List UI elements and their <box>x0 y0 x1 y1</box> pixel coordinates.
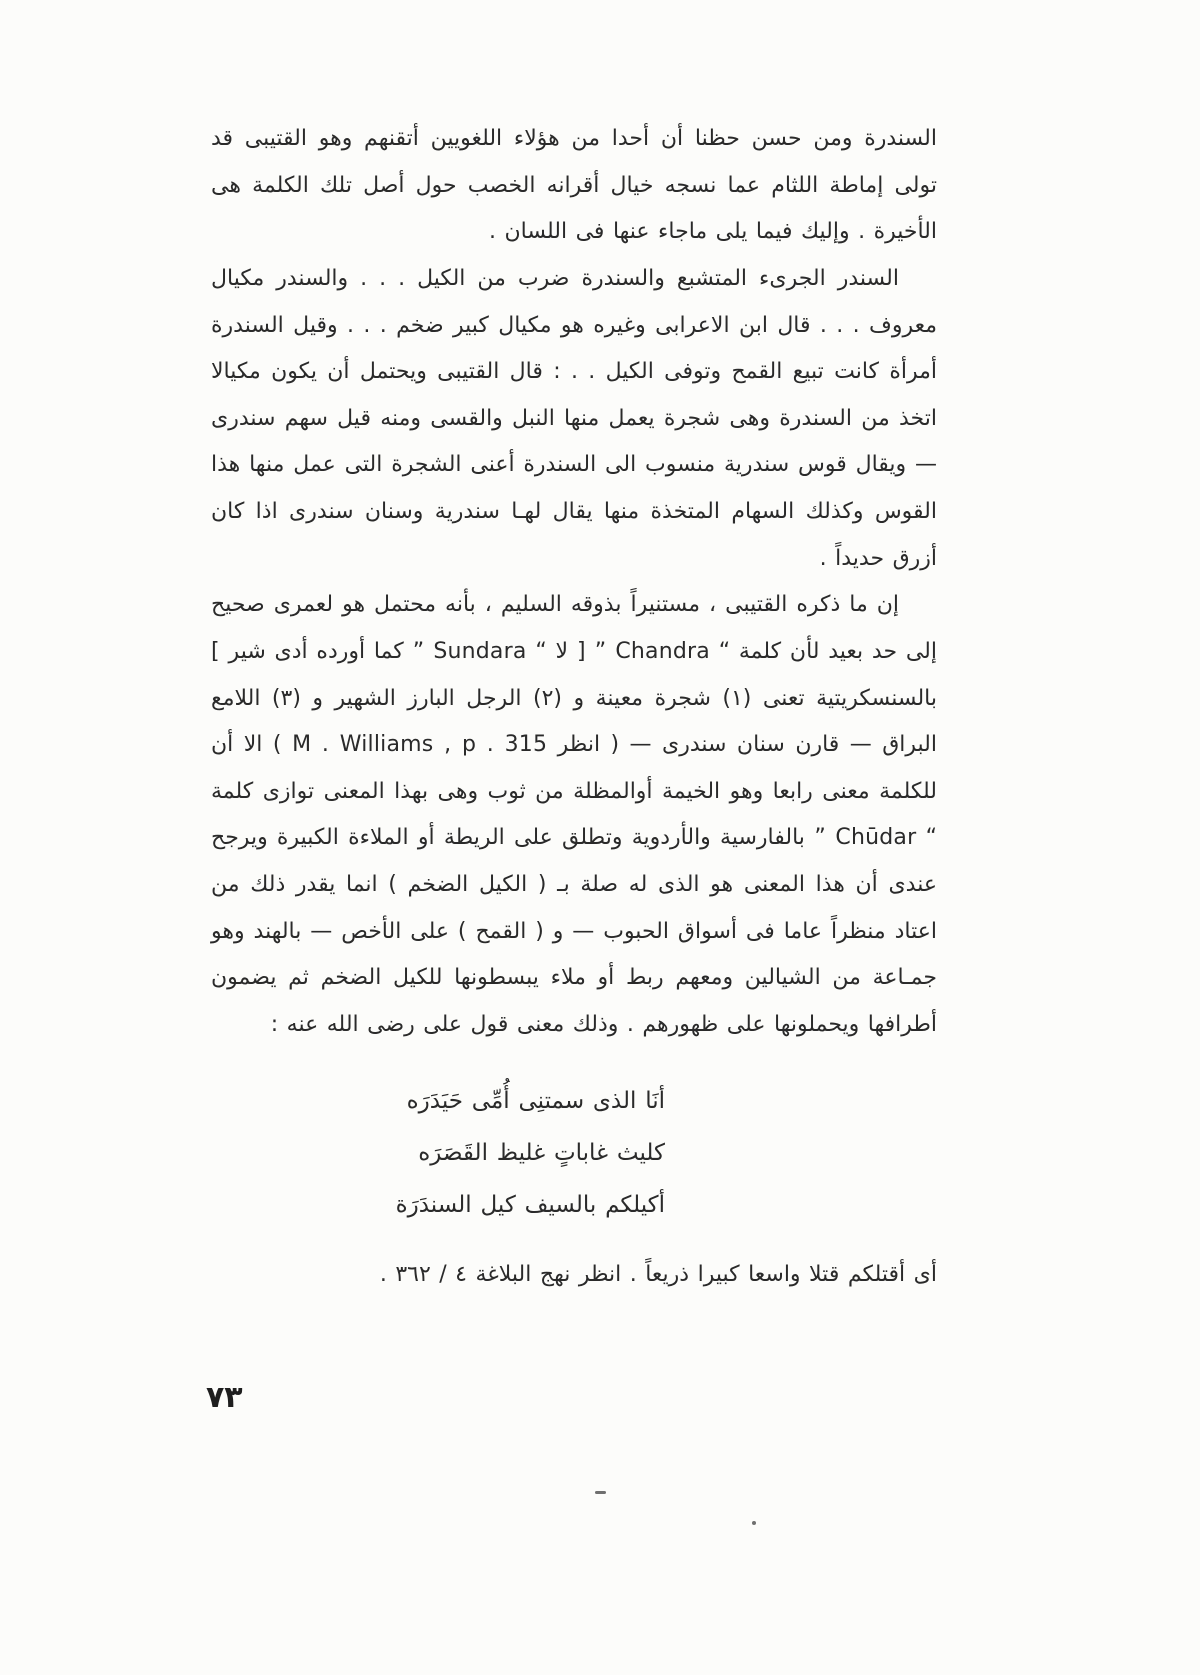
poem-line: كليث غاباتٍ غليظ القَصَرَه <box>418 1139 665 1166</box>
poem-line: أنَا الذى سمتنِى أُمِّى حَيَدَرَه <box>406 1087 665 1114</box>
page-number: ٧٣ <box>206 1380 243 1415</box>
paragraph-discussion: إن ما ذكره القتيبى ، مستنيراً بذوقه السليم ، بأنه محتمل هو لعمرى صحيح إلى حد بعيد لأن كلمة “ Chandra ” [ لا “ Sundara ” كما أورده أدى شير ] بالسنسكريتية تعنى (١) شجرة معينة و (٢) الرجل البارز الشهير و (٣) اللامع البراق — قارن سنان سندرى — ( انظر M . Williams , p . 315 ) الا أن للكلمة معنى رابعا وهو الخيمة أوالمظلة من ثوب وهى بهذا المعنى توازى كلمة “ Chūdar ” بالفارسية والأردوية وتطلق على الريطة أو الملاءة الكبيرة ويرجح عندى أن هذا المعنى هو الذى له صلة بـ ( الكيل الضخم ) انما يقدر ذلك من اعتاد منظراً عاما فى أسواق الحبوب — و ( القمح ) على الأخص — بالهند وهو جمـاعة من الشيالين ومعهم ربط أو ملاء يبسطونها للكيل الضخم ثم يضمون أطرافها ويحملونها على ظهورهم . وذلك معنى قول على رضى الله عنه : <box>211 592 938 1037</box>
scan-artifact-dot <box>752 1521 756 1525</box>
footnote-reference: أى أقتلكم قتلا واسعا كبيرا ذريعاً . انظر نهج البلاغة ٤ / ٣٦٢ . <box>379 1261 937 1287</box>
body-text <box>211 116 937 1298</box>
paragraph-lisan-quote: السندر الجرىء المتشبع والسندرة ضرب من الكيل . . . والسندر مكيال معروف . . . قال ابن الاعرابى وغيره هو مكيال كبير ضخم . . . وقيل السندرة أمرأة كانت تبيع القمح وتوفى الكيل . . : قال القتيبى ويحتمل أن يكون مكيالا اتخذ من السندرة وهى شجرة يعمل منها النبل والقسى ومنه قيل سهم سندرى — ويقال قوس سندرية منسوب الى السندرة أعنى الشجرة التى عمل منها هذا القوس وكذلك السهام المتخذة منها يقال لهـا سندرية وسنان سندرى اذا كان أزرق حديداً . <box>211 265 937 571</box>
poem-block <box>211 1075 665 1232</box>
poem-line: أكيلكم بالسيف كيل السندَرَة <box>395 1192 665 1219</box>
paragraph-intro: السندرة ومن حسن حظنا أن أحدا من هؤلاء اللغويين أتقنهم وهو القتيبى قد تولى إماطة اللثام عما نسجه خيال أقرانه الخصب حول أصل تلك الكلمة هى الأخيرة . وإليك فيما يلى ماجاء عنها فى اللسان . <box>211 126 937 245</box>
scan-artifact-dash <box>595 1491 606 1494</box>
